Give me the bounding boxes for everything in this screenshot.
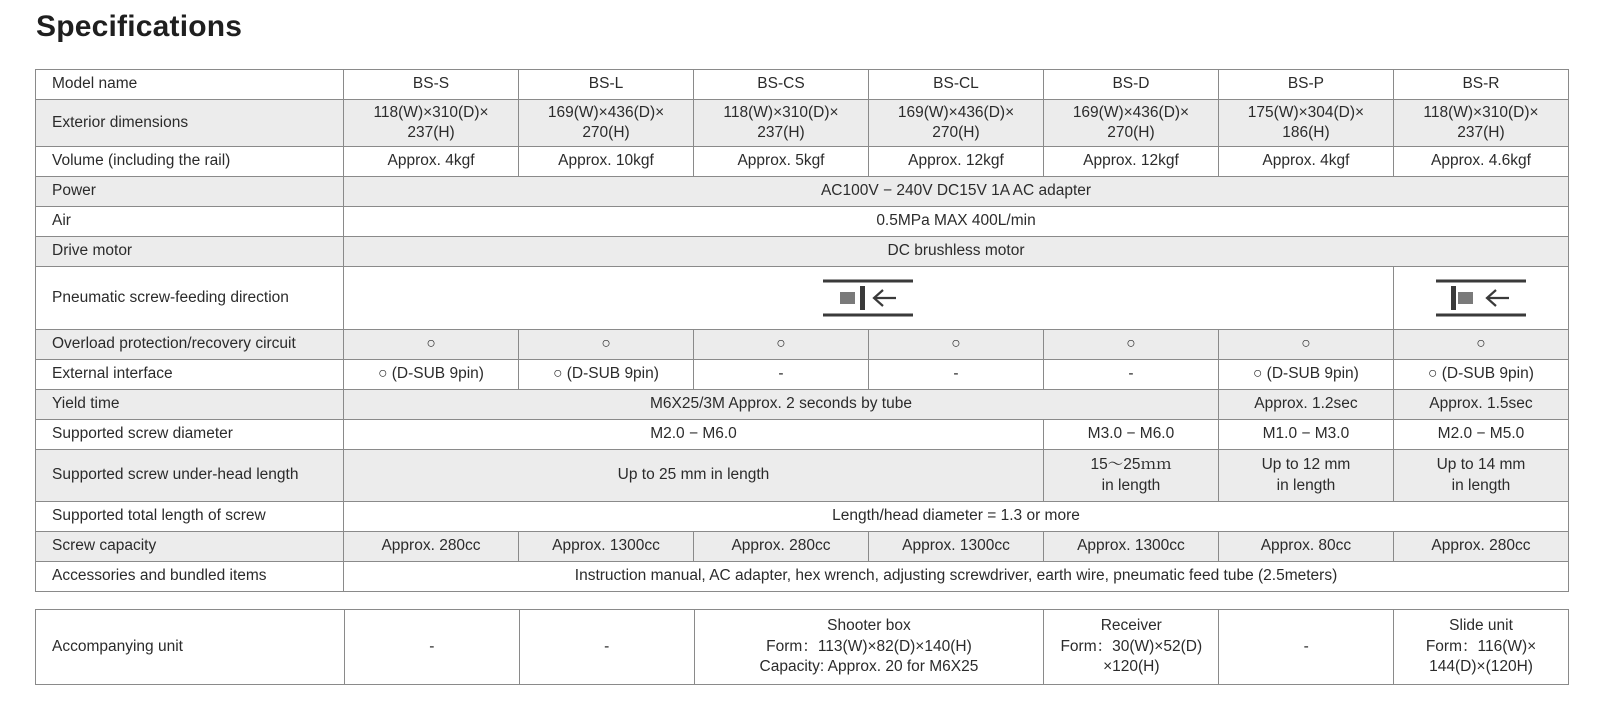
volume-cell: Approx. 10kgf	[519, 147, 694, 177]
accompanying-unit-cell: Slide unit Form：116(W)× 144(D)×(120H)	[1394, 610, 1569, 685]
accompanying-unit-cell: Shooter box Form：113(W)×82(D)×140(H) Capacity: Approx. 20 for M6X25	[694, 610, 1044, 685]
row-label: Supported screw under-head length	[36, 450, 344, 502]
row-drive-motor	[36, 237, 1569, 267]
volume-cell: Approx. 4kgf	[344, 147, 519, 177]
overload-cell: ○	[868, 330, 1043, 360]
screw-diameter-cell: M2.0 − M6.0	[344, 420, 1044, 450]
row-label: Volume (including the rail)	[36, 147, 344, 177]
accompanying-unit-cell: -	[519, 610, 694, 685]
screw-diameter-cell: M2.0 − M5.0	[1393, 420, 1568, 450]
row-label: Exterior dimensions	[36, 100, 344, 147]
row-air	[36, 207, 1569, 237]
model-name-cell: BS-R	[1393, 70, 1568, 100]
under-head-length-cell: Up to 25 mm in length	[344, 450, 1044, 502]
screw-feed-direction-reverse-icon	[1435, 279, 1527, 317]
volume-cell: Approx. 4.6kgf	[1393, 147, 1568, 177]
row-label: Power	[36, 177, 344, 207]
overload-cell: ○	[1393, 330, 1568, 360]
row-label: Overload protection/recovery circuit	[36, 330, 344, 360]
row-overload-protection	[36, 330, 1569, 360]
total-length-cell: Length/head diameter = 1.3 or more	[344, 502, 1569, 532]
external-interface-cell: -	[694, 360, 869, 390]
exterior-cell: 118(W)×310(D)× 237(H)	[344, 100, 519, 147]
row-accompanying-unit	[36, 610, 1569, 685]
row-feed-direction	[36, 267, 1569, 330]
row-exterior-dimensions	[36, 100, 1569, 147]
volume-cell: Approx. 4kgf	[1218, 147, 1393, 177]
model-name-cell: BS-S	[344, 70, 519, 100]
external-interface-cell: ○ (D-SUB 9pin)	[344, 360, 519, 390]
row-power	[36, 177, 1569, 207]
screw-capacity-cell: Approx. 1300cc	[868, 532, 1043, 562]
row-label: Air	[36, 207, 344, 237]
screw-capacity-cell: Approx. 80cc	[1218, 532, 1393, 562]
accompanying-unit-table	[35, 609, 1569, 685]
model-name-cell: BS-D	[1043, 70, 1218, 100]
accompanying-unit-cell: Receiver Form：30(W)×52(D) ×120(H)	[1044, 610, 1219, 685]
overload-cell: ○	[694, 330, 869, 360]
yield-time-cell: M6X25/3M Approx. 2 seconds by tube	[344, 390, 1219, 420]
screw-diameter-cell: M3.0 − M6.0	[1043, 420, 1218, 450]
row-label: Accessories and bundled items	[36, 562, 344, 592]
yield-time-cell: Approx. 1.5sec	[1393, 390, 1568, 420]
screw-capacity-cell: Approx. 1300cc	[1043, 532, 1218, 562]
overload-cell: ○	[1218, 330, 1393, 360]
volume-cell: Approx. 12kgf	[868, 147, 1043, 177]
external-interface-cell: ○ (D-SUB 9pin)	[519, 360, 694, 390]
row-label: Supported total length of screw	[36, 502, 344, 532]
row-label: Supported screw diameter	[36, 420, 344, 450]
screw-capacity-cell: Approx. 1300cc	[519, 532, 694, 562]
model-name-cell: BS-P	[1218, 70, 1393, 100]
row-screw-capacity	[36, 532, 1569, 562]
external-interface-cell: -	[868, 360, 1043, 390]
overload-cell: ○	[1043, 330, 1218, 360]
screw-diameter-cell: M1.0 − M3.0	[1218, 420, 1393, 450]
model-name-cell: BS-L	[519, 70, 694, 100]
screw-feed-direction-icon	[822, 279, 914, 317]
row-label: Screw capacity	[36, 532, 344, 562]
row-label: Accompanying unit	[36, 610, 345, 685]
external-interface-cell: ○ (D-SUB 9pin)	[1218, 360, 1393, 390]
accompanying-unit-cell: -	[1219, 610, 1394, 685]
exterior-cell: 118(W)×310(D)× 237(H)	[1393, 100, 1568, 147]
external-interface-cell: ○ (D-SUB 9pin)	[1393, 360, 1568, 390]
feed-direction-cell	[1393, 267, 1568, 330]
under-head-length-cell: Up to 12 mm in length	[1218, 450, 1393, 502]
row-external-interface	[36, 360, 1569, 390]
row-screw-diameter	[36, 420, 1569, 450]
screw-capacity-cell: Approx. 280cc	[344, 532, 519, 562]
exterior-cell: 118(W)×310(D)× 237(H)	[694, 100, 869, 147]
air-cell: 0.5MPa MAX 400L/min	[344, 207, 1569, 237]
model-name-cell: BS-CS	[694, 70, 869, 100]
row-total-length	[36, 502, 1569, 532]
yield-time-cell: Approx. 1.2sec	[1218, 390, 1393, 420]
overload-cell: ○	[344, 330, 519, 360]
screw-capacity-cell: Approx. 280cc	[1393, 532, 1568, 562]
row-label: Model name	[36, 70, 344, 100]
model-name-cell: BS-CL	[868, 70, 1043, 100]
row-model-name	[36, 70, 1569, 100]
screw-capacity-cell: Approx. 280cc	[694, 532, 869, 562]
exterior-cell: 169(W)×436(D)× 270(H)	[868, 100, 1043, 147]
row-yield-time	[36, 390, 1569, 420]
specifications-table	[35, 69, 1569, 592]
exterior-cell: 175(W)×304(D)× 186(H)	[1218, 100, 1393, 147]
under-head-length-cell: 15～25ｍｍ in length	[1043, 450, 1218, 502]
row-accessories	[36, 562, 1569, 592]
under-head-length-cell: Up to 14 mm in length	[1393, 450, 1568, 502]
row-label: External interface	[36, 360, 344, 390]
feed-direction-cell	[344, 267, 1394, 330]
volume-cell: Approx. 5kgf	[694, 147, 869, 177]
volume-cell: Approx. 12kgf	[1043, 147, 1218, 177]
accessories-cell: Instruction manual, AC adapter, hex wrench, adjusting screwdriver, earth wire, pneumatic feed tube (2.5meters)	[344, 562, 1569, 592]
power-cell: AC100V − 240V DC15V 1A AC adapter	[344, 177, 1569, 207]
exterior-cell: 169(W)×436(D)× 270(H)	[519, 100, 694, 147]
accompanying-unit-cell: -	[344, 610, 519, 685]
exterior-cell: 169(W)×436(D)× 270(H)	[1043, 100, 1218, 147]
row-label: Pneumatic screw-feeding direction	[36, 267, 344, 330]
overload-cell: ○	[519, 330, 694, 360]
row-under-head-length	[36, 450, 1569, 502]
drive-motor-cell: DC brushless motor	[344, 237, 1569, 267]
row-label: Drive motor	[36, 237, 344, 267]
page-title: Specifications	[36, 10, 243, 43]
external-interface-cell: -	[1043, 360, 1218, 390]
row-label: Yield time	[36, 390, 344, 420]
row-volume	[36, 147, 1569, 177]
